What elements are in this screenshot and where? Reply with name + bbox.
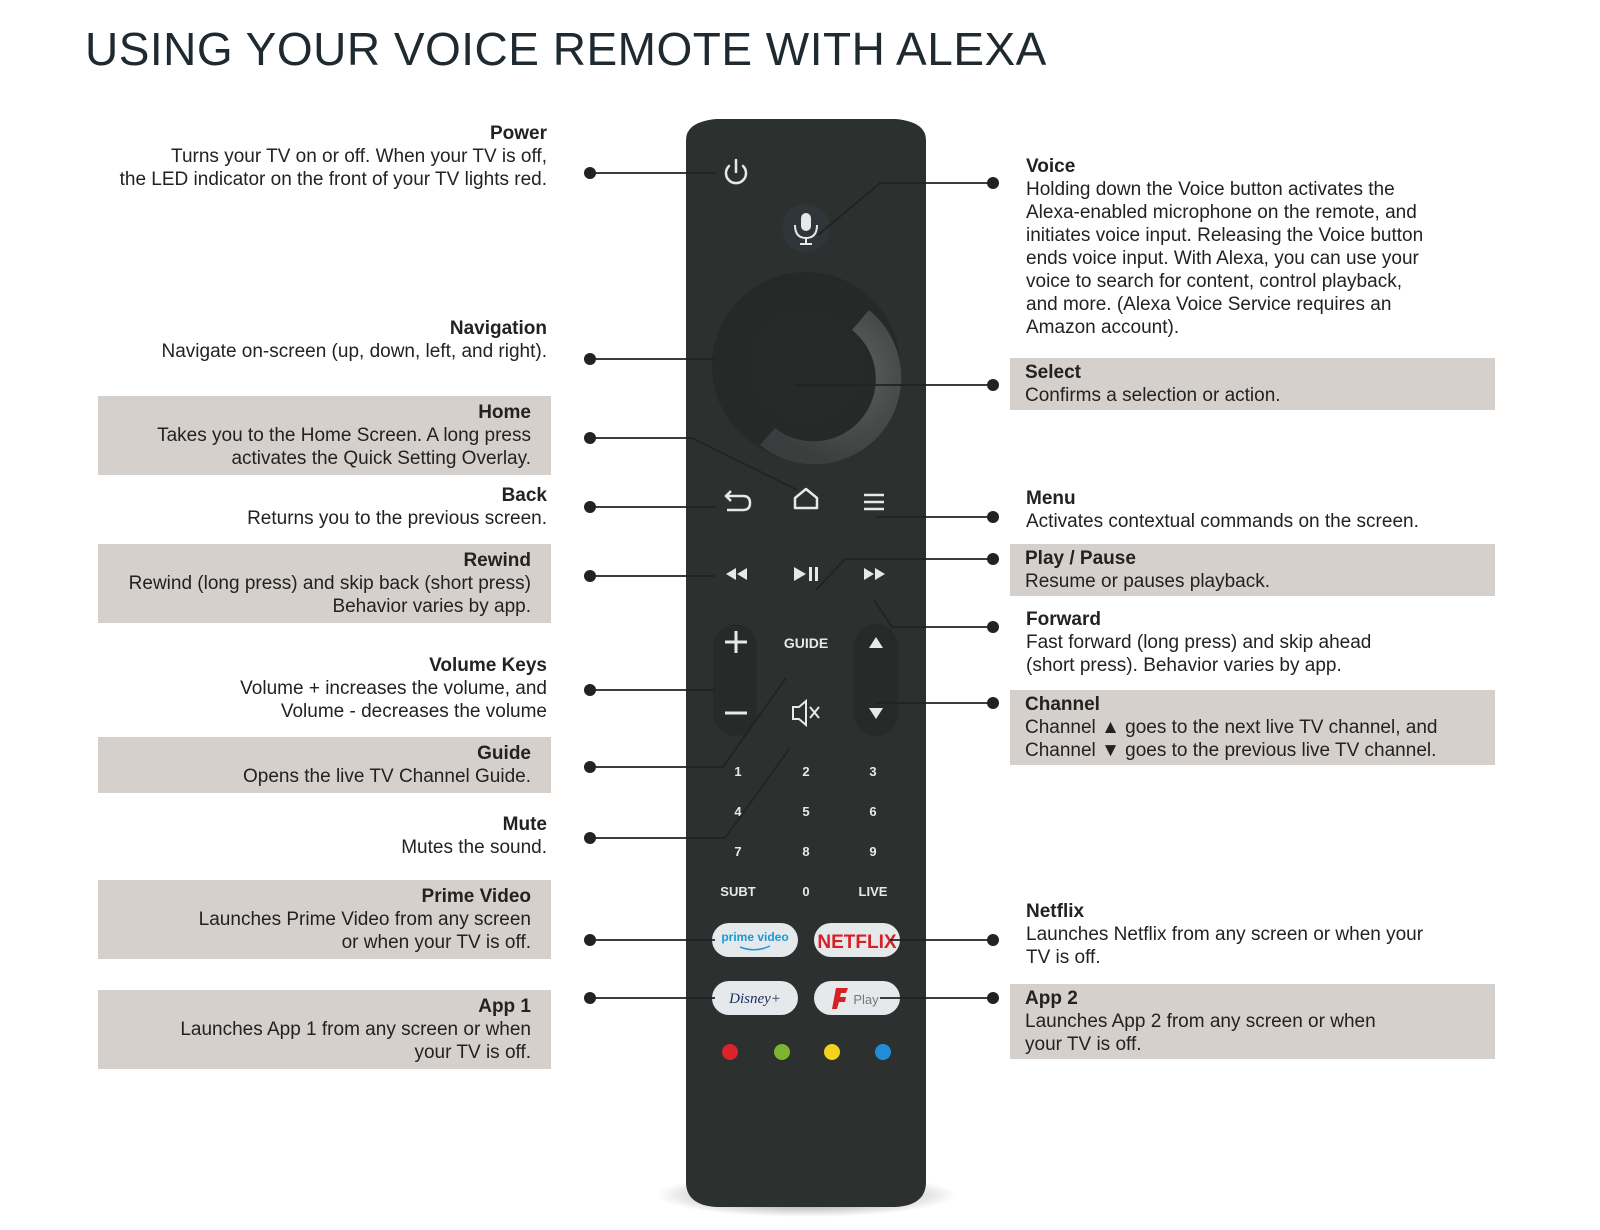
prime-video-logo: prime video: [721, 930, 789, 944]
mute-desc-1: Mutes the sound.: [401, 837, 547, 858]
app1-desc-2: your TV is off.: [414, 1042, 531, 1063]
forward-desc-2: (short press). Behavior varies by app.: [1026, 655, 1342, 676]
key-5[interactable]: 5: [802, 804, 810, 819]
app1-desc-1: Launches App 1 from any screen or when: [180, 1019, 531, 1040]
channel-desc-2-pre: Channel: [1025, 740, 1096, 761]
guide-desc-1: Opens the live TV Channel Guide.: [243, 766, 531, 787]
key-2[interactable]: 2: [802, 764, 810, 779]
disney-plus-logo: Disney+: [729, 991, 781, 1007]
key-3[interactable]: 3: [869, 764, 877, 779]
prime-video-heading: Prime Video: [421, 886, 531, 907]
red-key[interactable]: [722, 1044, 738, 1060]
select-button[interactable]: [751, 311, 861, 421]
key-6[interactable]: 6: [869, 804, 877, 819]
voice-desc-6: and more. (Alexa Voice Service requires an: [1026, 294, 1392, 315]
live-button[interactable]: LIVE: [858, 884, 888, 899]
guide-heading: Guide: [477, 743, 531, 764]
voice-desc-7: Amazon account).: [1026, 317, 1180, 338]
netflix-desc-2: TV is off.: [1026, 947, 1101, 968]
volume-desc-2: Volume - decreases the volume: [280, 701, 547, 722]
blue-key[interactable]: [875, 1044, 891, 1060]
guide-button[interactable]: GUIDE: [783, 635, 829, 651]
home-desc-1: Takes you to the Home Screen. A long press: [157, 425, 531, 446]
voice-button[interactable]: [782, 204, 830, 252]
voice-desc-5: voice to search for content, control playback,: [1026, 271, 1402, 292]
disney-plus-button[interactable]: [712, 981, 798, 1015]
netflix-desc-1: Launches Netflix from any screen or when your: [1026, 924, 1424, 945]
play-pause-desc-1: Resume or pauses playback.: [1025, 571, 1271, 592]
play-pause-heading: Play / Pause: [1025, 548, 1136, 569]
home-desc-2: activates the Quick Setting Overlay.: [231, 448, 531, 469]
select-desc-1: Confirms a selection or action.: [1025, 385, 1281, 406]
power-button[interactable]: [719, 155, 753, 189]
voice-heading: Voice: [1026, 156, 1076, 177]
volume-heading: Volume Keys: [429, 655, 547, 676]
channel-desc-1-pre: Channel: [1025, 717, 1096, 738]
page-title: USING YOUR VOICE REMOTE WITH ALEXA: [85, 23, 1047, 75]
prime-video-button[interactable]: [712, 923, 798, 957]
subt-button[interactable]: SUBT: [720, 884, 756, 899]
netflix-heading: Netflix: [1026, 901, 1085, 922]
app1-heading: App 1: [478, 996, 531, 1017]
power-desc-1: Turns your TV on or off. When your TV is off,: [171, 146, 547, 167]
triangle-down-icon: ▼: [1101, 740, 1120, 761]
key-0[interactable]: 0: [802, 884, 810, 899]
app2-logo: Play: [853, 992, 879, 1007]
home-heading: Home: [478, 402, 531, 423]
menu-desc-1: Activates contextual commands on the screen.: [1026, 511, 1419, 532]
key-8[interactable]: 8: [802, 844, 810, 859]
forward-desc-1: Fast forward (long press) and skip ahead: [1026, 632, 1372, 653]
navigation-heading: Navigation: [449, 318, 547, 339]
key-7[interactable]: 7: [734, 844, 742, 859]
prime-video-desc-2: or when your TV is off.: [341, 932, 531, 953]
key-4[interactable]: 4: [734, 804, 742, 819]
menu-heading: Menu: [1026, 488, 1076, 509]
mute-heading: Mute: [502, 814, 547, 835]
channel-heading: Channel: [1025, 694, 1100, 715]
voice-desc-4: ends voice input. With Alexa, you can use your: [1026, 248, 1419, 269]
app2-desc-2: your TV is off.: [1025, 1034, 1142, 1055]
channel-desc-1-post: goes to the next live TV channel, and: [1125, 717, 1438, 738]
navigation-desc-1: Navigate on-screen (up, down, left, and right).: [161, 341, 547, 362]
power-desc-2: the LED indicator on the front of your TV lights red.: [119, 169, 547, 190]
key-1[interactable]: 1: [734, 764, 742, 779]
voice-desc-3: initiates voice input. Releasing the Voice button: [1026, 225, 1424, 246]
voice-desc-2: Alexa-enabled microphone on the remote, and: [1026, 202, 1417, 223]
rewind-desc-2: Behavior varies by app.: [332, 596, 531, 617]
rewind-heading: Rewind: [463, 550, 531, 571]
forward-heading: Forward: [1026, 609, 1101, 630]
key-9[interactable]: 9: [869, 844, 877, 859]
back-desc-1: Returns you to the previous screen.: [247, 508, 547, 529]
app2-heading: App 2: [1025, 988, 1078, 1009]
channel-desc-2-post: goes to the previous live TV channel.: [1125, 740, 1437, 761]
rewind-desc-1: Rewind (long press) and skip back (short press): [128, 573, 531, 594]
volume-desc-1: Volume + increases the volume, and: [240, 678, 547, 699]
power-heading: Power: [489, 123, 547, 144]
triangle-up-icon: ▲: [1101, 717, 1120, 738]
prime-video-desc-1: Launches Prime Video from any screen: [198, 909, 531, 930]
yellow-key[interactable]: [824, 1044, 840, 1060]
netflix-button[interactable]: [814, 923, 900, 957]
app2-desc-1: Launches App 2 from any screen or when: [1025, 1011, 1376, 1032]
select-heading: Select: [1025, 362, 1081, 383]
netflix-logo: NETFLIX: [817, 932, 897, 953]
back-heading: Back: [501, 485, 547, 506]
voice-desc-1: Holding down the Voice button activates the: [1026, 179, 1395, 200]
green-key[interactable]: [774, 1044, 790, 1060]
